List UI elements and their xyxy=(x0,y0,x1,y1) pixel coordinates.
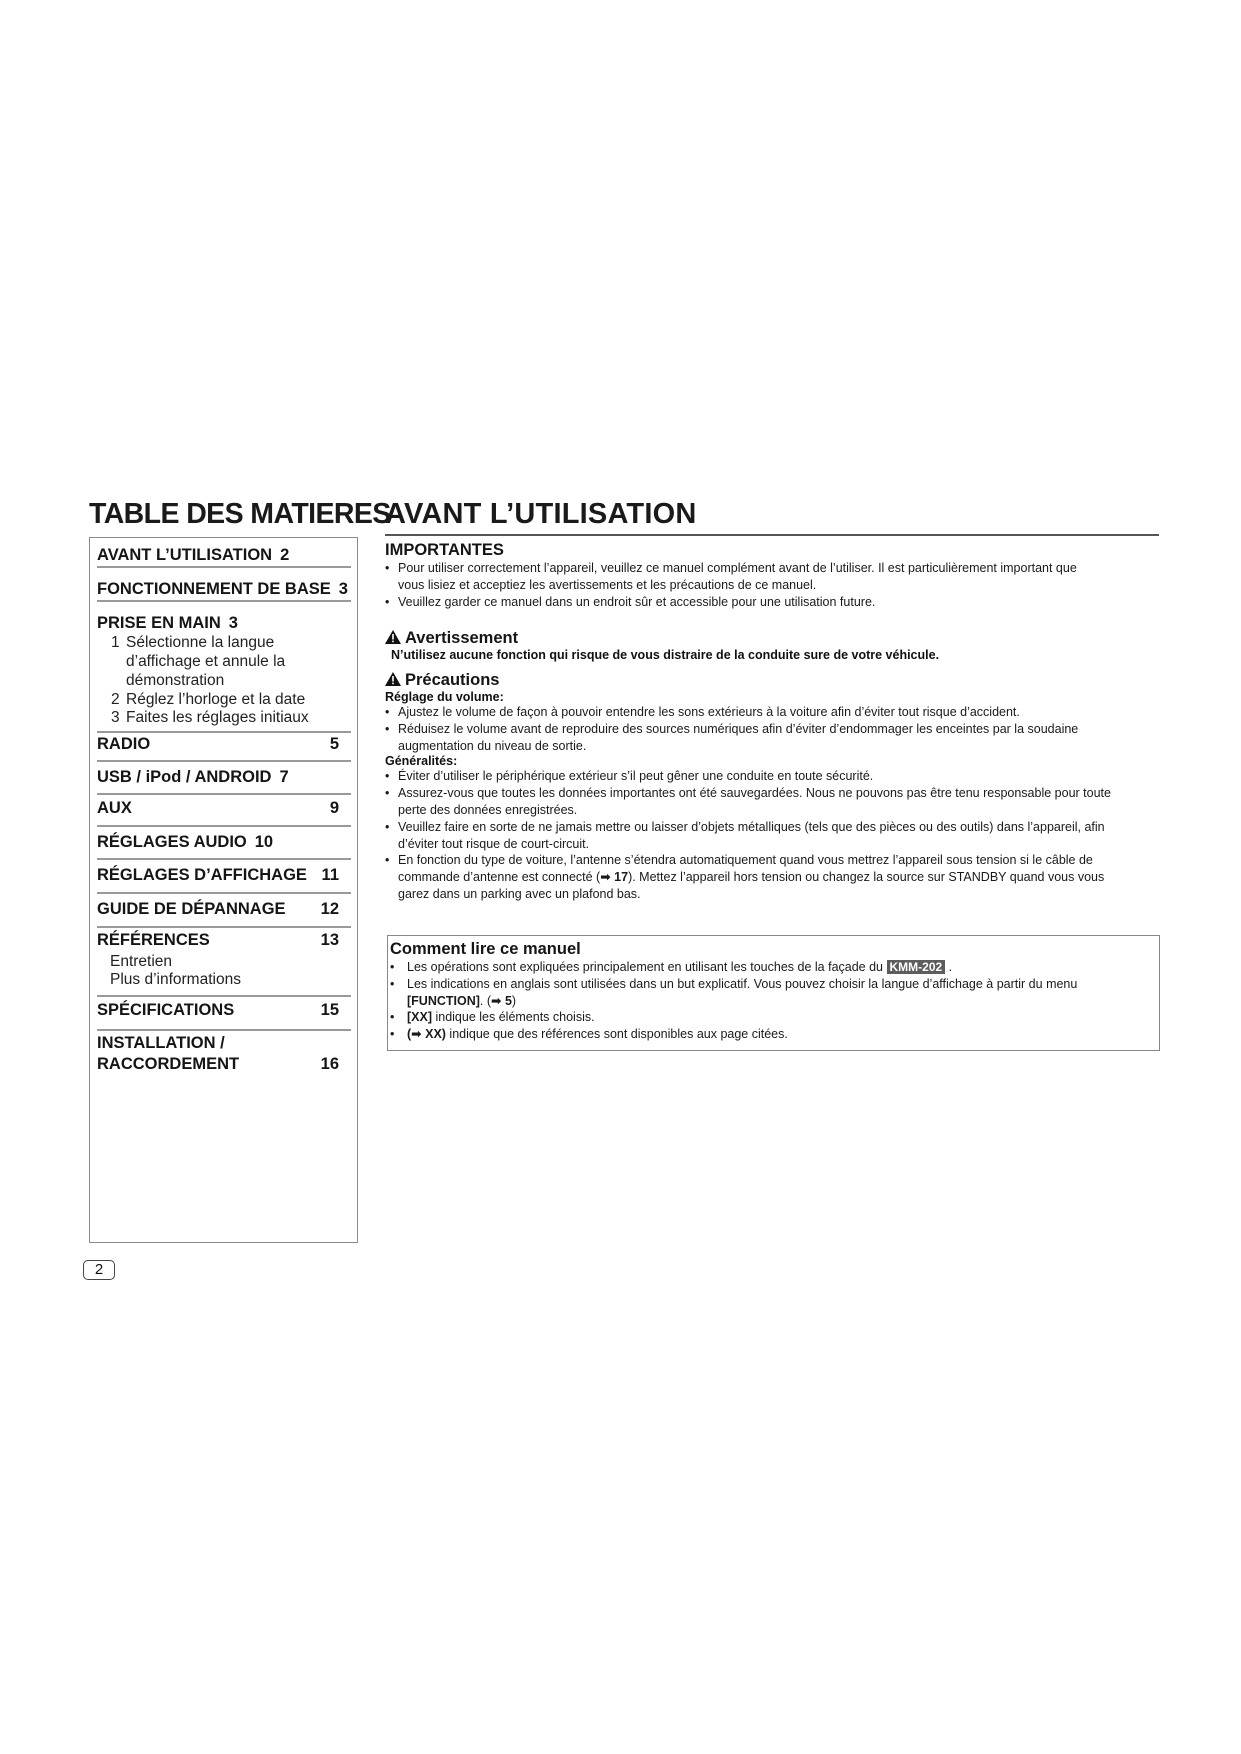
toc-divider xyxy=(97,600,351,602)
toc-label: USB / iPod / ANDROID xyxy=(97,768,272,786)
heading-rule xyxy=(385,534,1159,536)
toc-divider xyxy=(97,760,351,762)
key-label: [FUNCTION] xyxy=(407,993,480,1008)
toc-entry-radio[interactable] xyxy=(97,735,351,754)
bullet-item: • Réduisez le volume avant de reproduire des sources numériques afin d’éviter d’endommager les enceintes par la soudaine augmentation du niveau de sortie. xyxy=(385,721,1159,755)
subsection-title: Réglage du volume: xyxy=(385,690,504,704)
toc-entry-installation[interactable] xyxy=(97,1034,351,1053)
toc-entry-prise[interactable] xyxy=(97,614,351,633)
toc-label: RADIO xyxy=(97,735,151,753)
bullet-item: • Veuillez faire en sorte de ne jamais mettre ou laisser d’objets métalliques (tels que des pièces ou des outils) dans l’appareil, afin d’éviter tout risque de court-circuit. xyxy=(385,819,1159,853)
toc-entry-guide[interactable] xyxy=(97,900,351,919)
bullet-item: • Les opérations sont expliquées principalement en utilisant les touches de la façade du KMM-202 . xyxy=(390,959,1153,976)
toc-page: 13 xyxy=(320,931,339,949)
bullet-item: • Ajustez le volume de façon à pouvoir entendre les sons extérieurs à la voiture afin d’éviter tout risque d’accident. xyxy=(385,704,1159,721)
bullet-item: • Veuillez garder ce manuel dans un endroit sûr et accessible pour une utilisation future. xyxy=(385,594,1159,611)
bullet-item: • [XX] indique les éléments choisis. xyxy=(390,1009,1153,1026)
toc-page: 3 xyxy=(338,580,348,598)
toc-divider xyxy=(97,793,351,795)
toc-divider xyxy=(97,858,351,860)
warning-text: N’utilisez aucune fonction qui risque de vous distraire de la conduite sure de votre véhicule. xyxy=(391,648,940,662)
page-number: 2 xyxy=(83,1260,115,1280)
toc-subitem[interactable]: 1 Sélectionne la langue xyxy=(111,634,275,651)
section-title: Avertissement xyxy=(385,629,1159,648)
toc-label: GUIDE DE DÉPANNAGE xyxy=(97,900,286,918)
bullet-item: • En fonction du type de voiture, l’antenne s’étendra automatiquement quand vous mettrez l’appareil sous tension si le câble de commande d’antenne est connecté (➡ 17). Mettez l’appareil hors tension ou changez la source sur STANDBY quand vous vous garez dans un parking avec un plafond bas. xyxy=(385,852,1159,902)
toc-label: SPÉCIFICATIONS xyxy=(97,1001,235,1019)
toc-subitem[interactable]: 2 Réglez l’horloge et la date xyxy=(111,691,306,708)
toc-page: 5 xyxy=(329,735,339,753)
toc-divider xyxy=(97,995,351,997)
toc-page: 16 xyxy=(320,1055,339,1073)
warning-icon xyxy=(385,672,401,686)
reference-label: (➡ XX) xyxy=(407,1027,446,1042)
toc-subitem-cont: d’affichage et annule la xyxy=(126,653,286,670)
toc-page: 11 xyxy=(321,866,339,884)
bullet-item: • Assurez-vous que toutes les données importantes ont été sauvegardées. Nous ne pouvons pas être tenu responsable pour toute perte des données enregistrées. xyxy=(385,785,1159,819)
toc-divider xyxy=(97,892,351,894)
section-title: Précautions xyxy=(385,671,1159,690)
bullet-item: • Pour utiliser correctement l’appareil, veuillez ce manuel complément avant de l’utiliser. Il est particulièrement important que vous lisiez et acceptiez les avertissements et les précautions de ce manuel. xyxy=(385,560,1159,594)
bullet-item: • Les indications en anglais sont utilisées dans un but explicatif. Vous pouvez choisir la langue d’affichage à partir du menu [FUNCTION]. (➡ 5) xyxy=(390,976,1153,1010)
toc-subitem-cont: démonstration xyxy=(126,672,225,689)
toc-label: RÉGLAGES D’AFFICHAGE xyxy=(97,866,307,884)
toc-entry-aux[interactable] xyxy=(97,799,351,818)
toc-subitem[interactable]: Entretien xyxy=(110,953,173,970)
page-reference[interactable]: ➡ 17 xyxy=(600,870,629,885)
toc-divider xyxy=(97,731,351,733)
toc-divider xyxy=(97,926,351,928)
toc-label: INSTALLATION / xyxy=(97,1034,225,1052)
toc-label: AVANT L’UTILISATION xyxy=(97,546,273,564)
toc-label: RACCORDEMENT xyxy=(97,1055,240,1073)
section-importantes xyxy=(385,541,1159,610)
subsection-title: Généralités: xyxy=(385,754,458,769)
manual-guide-box xyxy=(387,935,1160,1051)
toc-label: FONCTIONNEMENT DE BASE xyxy=(97,580,331,598)
toc-divider xyxy=(97,566,351,568)
warning-icon xyxy=(385,630,401,644)
section-avertissement xyxy=(385,629,1159,662)
bullet-item: • Éviter d’utiliser le périphérique extérieur s’il peut gêner une conduite en toute sécurité. xyxy=(385,768,1159,785)
toc-divider xyxy=(97,825,351,827)
toc-label: AUX xyxy=(97,799,132,817)
toc-box xyxy=(89,537,358,1243)
section-precautions xyxy=(385,671,1159,903)
toc-entry-specifications[interactable] xyxy=(97,1001,351,1020)
toc-page: 15 xyxy=(320,1001,339,1019)
model-badge: KMM-202 xyxy=(887,960,946,974)
toc-page: 2 xyxy=(280,546,290,564)
bullet-item: • (➡ XX) indique que des références sont disponibles aux page citées. xyxy=(390,1026,1153,1043)
toc-entry-references[interactable] xyxy=(97,931,351,950)
toc-entry-reglages-affichage[interactable] xyxy=(97,866,351,885)
toc-entry-installation-cont[interactable] xyxy=(97,1055,351,1074)
toc-entry-reglages-audio[interactable] xyxy=(97,833,351,852)
toc-subitem[interactable]: Plus d’informations xyxy=(110,971,241,988)
key-label: [XX] xyxy=(407,1010,432,1025)
toc-label: RÉGLAGES AUDIO xyxy=(97,833,247,851)
toc-heading: TABLE DES MATIERES xyxy=(89,498,391,530)
toc-label: RÉFÉRENCES xyxy=(97,931,210,949)
section-title: Comment lire ce manuel xyxy=(390,940,581,958)
page-reference[interactable]: ➡ 5 xyxy=(491,993,512,1008)
toc-label: PRISE EN MAIN xyxy=(97,614,221,632)
toc-page: 10 xyxy=(254,833,274,851)
toc-page: 3 xyxy=(228,614,238,632)
toc-entry-usb[interactable] xyxy=(97,768,351,787)
toc-entry-avant[interactable] xyxy=(97,546,351,565)
toc-page: 12 xyxy=(320,900,339,918)
toc-entry-fonctionnement[interactable] xyxy=(97,580,351,599)
section-title: IMPORTANTES xyxy=(385,541,504,559)
toc-page: 7 xyxy=(279,768,289,786)
toc-divider xyxy=(97,1029,351,1031)
toc-page: 9 xyxy=(329,799,339,817)
toc-subitem[interactable]: 3 Faites les réglages initiaux xyxy=(111,709,309,726)
main-heading: AVANT L’UTILISATION xyxy=(385,498,697,530)
